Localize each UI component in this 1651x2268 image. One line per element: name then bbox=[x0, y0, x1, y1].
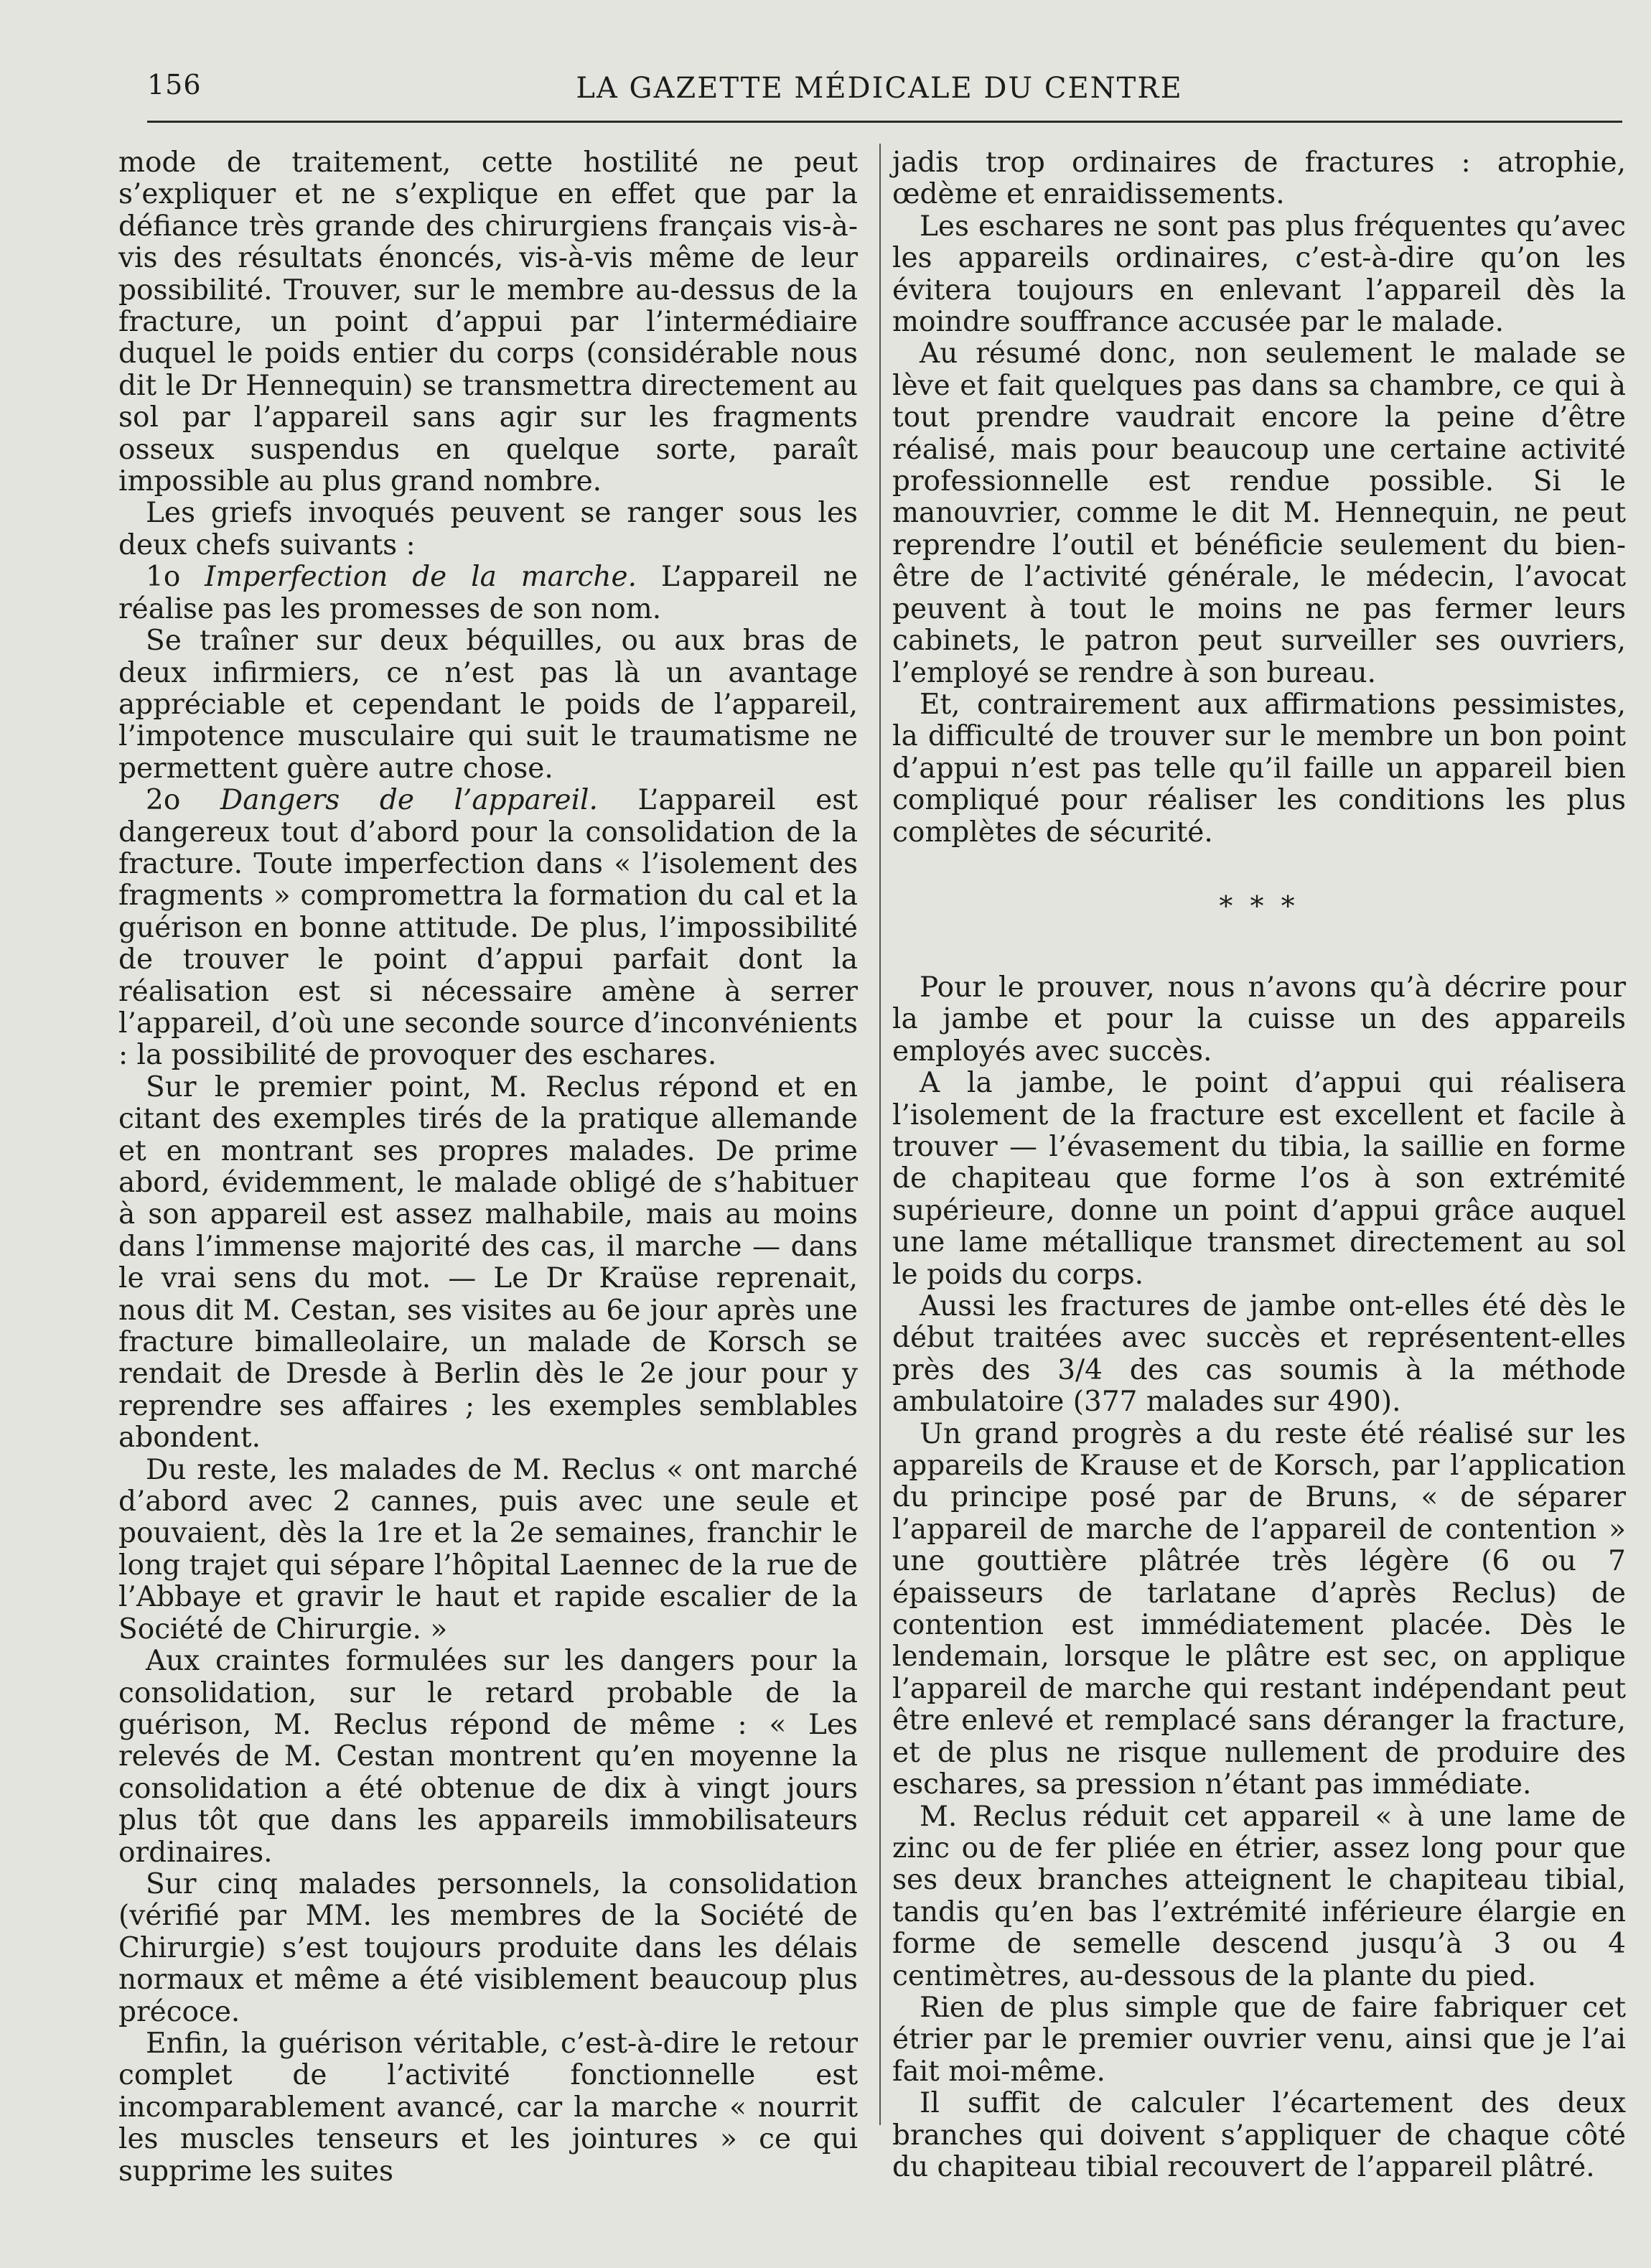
paragraph: Sur cinq malades personnels, la consolidation (vérifié par MM. les membres de la Société de Chirurgie) s’est toujours produite dans les délais normaux et même a été visiblement beaucoup plus précoce. bbox=[118, 1867, 858, 2028]
section-heading: Imperfection de la marche. bbox=[205, 561, 637, 594]
paragraph: Un grand progrès a du reste été réalisé sur les appareils de Krause et de Korsch, par l’application du principe posé par de Bruns, « de séparer l’appareil de marche de l’appareil de contention » une gouttière plâtrée très légère (6 ou 7 épaisseurs de tarlatane d’après Reclus) de contention est immédiatement placée. Dès le lendemain, lorsque le plâtre est sec, on applique l’appareil de marche qui restant indépendant peut être enlevé et remplacé sans déranger la fracture, et de plus ne risque nullement de produire des eschares, sa pression n’étant pas immédiate. bbox=[892, 1417, 1626, 1801]
list-number: 2o bbox=[146, 784, 181, 817]
paragraph: A la jambe, le point d’appui qui réalisera l’isolement de la fracture est excellent et facile à trouver — l’évasement du tibia, la saillie en forme de chapiteau que forme l’os à son extrémité supérieure, donne un point d’appui grâce auquel une lame métallique transmet directement au sol le poids du corps. bbox=[892, 1067, 1626, 1291]
paragraph: Aux craintes formulées sur les dangers pour la consolidation, sur le retard probable de la guérison, M. Reclus répond de même : « Les relevés de M. Cestan montrent qu’en moyenne la consolidation a été obtenue de dix à vingt jours plus tôt que dans les appareils immobilisateurs ordinaires. bbox=[118, 1645, 858, 1869]
paragraph: Sur le premier point, M. Reclus répond et en citant des exemples tirés de la pratique allemande et en montrant ses propres malades. De prime abord, évidemment, le malade obligé de s’habituer à son appareil est assez malhabile, mais au moins dans l’immense majorité des cas, il marche — dans le vrai sens du mot. — Le Dr Kraüse reprenait, nous dit M. Cestan, ses visites au 6e jour après une fracture bimalleolaire, un malade de Korsch se rendait de Dresde à Berlin dès le 2e jour pour y reprendre ses affaires ; les exemples semblables abondent. bbox=[118, 1070, 858, 1455]
paragraph: Au résumé donc, non seulement le malade se lève et fait quelques pas dans sa chambre, ce qui à tout prendre vaudrait encore la peine d’être réalisé, mais pour beaucoup une certaine activité professionnelle est rendue possible. Si le manouvrier, comme le dit M. Hennequin, ne peut reprendre l’outil et bénéficie seulement du bien-être de l’activité générale, le médecin, l’avocat peuvent à tout le moins ne pas fermer leurs cabinets, le patron peut surveiller ses ouvriers, l’employé se rendre à son bureau. bbox=[892, 337, 1626, 689]
paragraph: Enfin, la guérison véritable, c’est-à-dire le retour complet de l’activité fonctionnelle est incomparablement avancé, car la marche « nourrit les muscles tenseurs et les jointures » ce qui supprime les suites bbox=[118, 2027, 858, 2188]
paragraph: Du reste, les malades de M. Reclus « ont marché d’abord avec 2 cannes, puis avec une seule et pouvaient, dès la 1re et la 2e semaines, franchir le long trajet qui sépare l’hôpital Laennec de la rue de l’Abbaye et gravir le haut et rapide escalier de la Société de Chirurgie. » bbox=[118, 1453, 858, 1646]
left-column bbox=[118, 147, 858, 2188]
paragraph: M. Reclus réduit cet appareil « à une lame de zinc ou de fer pliée en étrier, assez long pour que ses deux branches atteignent le chapiteau tibial, tandis qu’en bas l’extrémité inférieure élargie en forme de semelle descend jusqu’à 3 ou 4 centimètres, au-dessous de la plante du pied. bbox=[892, 1800, 1626, 1992]
column-divider bbox=[879, 144, 881, 2125]
paragraph: Et, contrairement aux affirmations pessimistes, la difficulté de trouver sur le membre un bon point d’appui n’est pas telle qu’il faille un appareil bien compliqué pour réaliser les conditions les plus complètes de sécurité. bbox=[892, 688, 1626, 849]
paragraph: Se traîner sur deux béquilles, ou aux bras de deux infirmiers, ce n’est pas là un avantage appréciable et cependant le poids de l’appareil, l’impotence musculaire qui suit le traumatisme ne permettent guère autre chose. bbox=[118, 625, 858, 785]
paragraph-text: L’appareil ne réalise pas les promesses de son nom. bbox=[118, 561, 858, 625]
paragraph: Les griefs invoqués peuvent se ranger sous les deux chefs suivants : bbox=[118, 497, 858, 561]
right-column bbox=[892, 147, 1626, 2183]
paragraph-text: L’appareil est dangereux tout d’abord pour la consolidation de la fracture. Toute imperfection dans « l’isolement des fragments » compromettra la formation du cal et la guérison en bonne attitude. De plus, l’impossibilité de trouver le point d’appui parfait dont la réalisation est si nécessaire amène à serrer l’appareil, d’où une seconde source d’inconvénients : la possibilité de provoquer des eschares. bbox=[118, 784, 858, 1072]
paragraph: Pour le prouver, nous n’avons qu’à décrire pour la jambe et pour la cuisse un des appareils employés avec succès. bbox=[892, 971, 1626, 1068]
page-number: 156 bbox=[147, 69, 202, 101]
paragraph: Les eschares ne sont pas plus fréquentes qu’avec les appareils ordinaires, c’est-à-dire qu’on les évitera toujours en enlevant l’appareil dès la moindre souffrance accusée par le malade. bbox=[892, 210, 1626, 339]
list-number: 1o bbox=[146, 561, 181, 594]
section-heading: Dangers de l’appareil. bbox=[220, 784, 598, 817]
paragraph bbox=[118, 785, 858, 1072]
paragraph: Il suffit de calculer l’écartement des deux branches qui doivent s’appliquer de chaque côté du chapiteau tibial recouvert de l’appareil plâtré. bbox=[892, 2087, 1626, 2183]
paragraph: mode de traitement, cette hostilité ne peut s’expliquer et ne s’explique en effet que par la défiance très grande des chirurgiens français vis-à-vis des résultats énoncés, vis-à-vis même de leur possibilité. Trouver, sur le membre au-dessus de la fracture, un point d’appui par l’intermédiaire duquel le poids entier du corps (considérable nous dit le Dr Hennequin) se transmettra directement au sol par l’appareil sans agir sur les fragments osseux suspendus en quelque sorte, paraît impossible au plus grand nombre. bbox=[118, 146, 858, 498]
paragraph: Rien de plus simple que de faire fabriquer cet étrier par le premier ouvrier venu, ainsi que je l’ai fait moi-même. bbox=[892, 1991, 1626, 2088]
header-rule bbox=[147, 121, 1622, 123]
paragraph bbox=[118, 561, 858, 625]
section-break-asterism: * * * bbox=[1219, 890, 1299, 922]
paragraph: Aussi les fractures de jambe ont-elles été dès le début traitées avec succès et représentent-elles près des 3/4 des cas soumis à la méthode ambulatoire (377 malades sur 490). bbox=[892, 1290, 1626, 1419]
running-title: LA GAZETTE MÉDICALE DU CENTRE bbox=[576, 72, 1183, 105]
paragraph: jadis trop ordinaires de fractures : atrophie, œdème et enraidissements. bbox=[892, 146, 1626, 211]
